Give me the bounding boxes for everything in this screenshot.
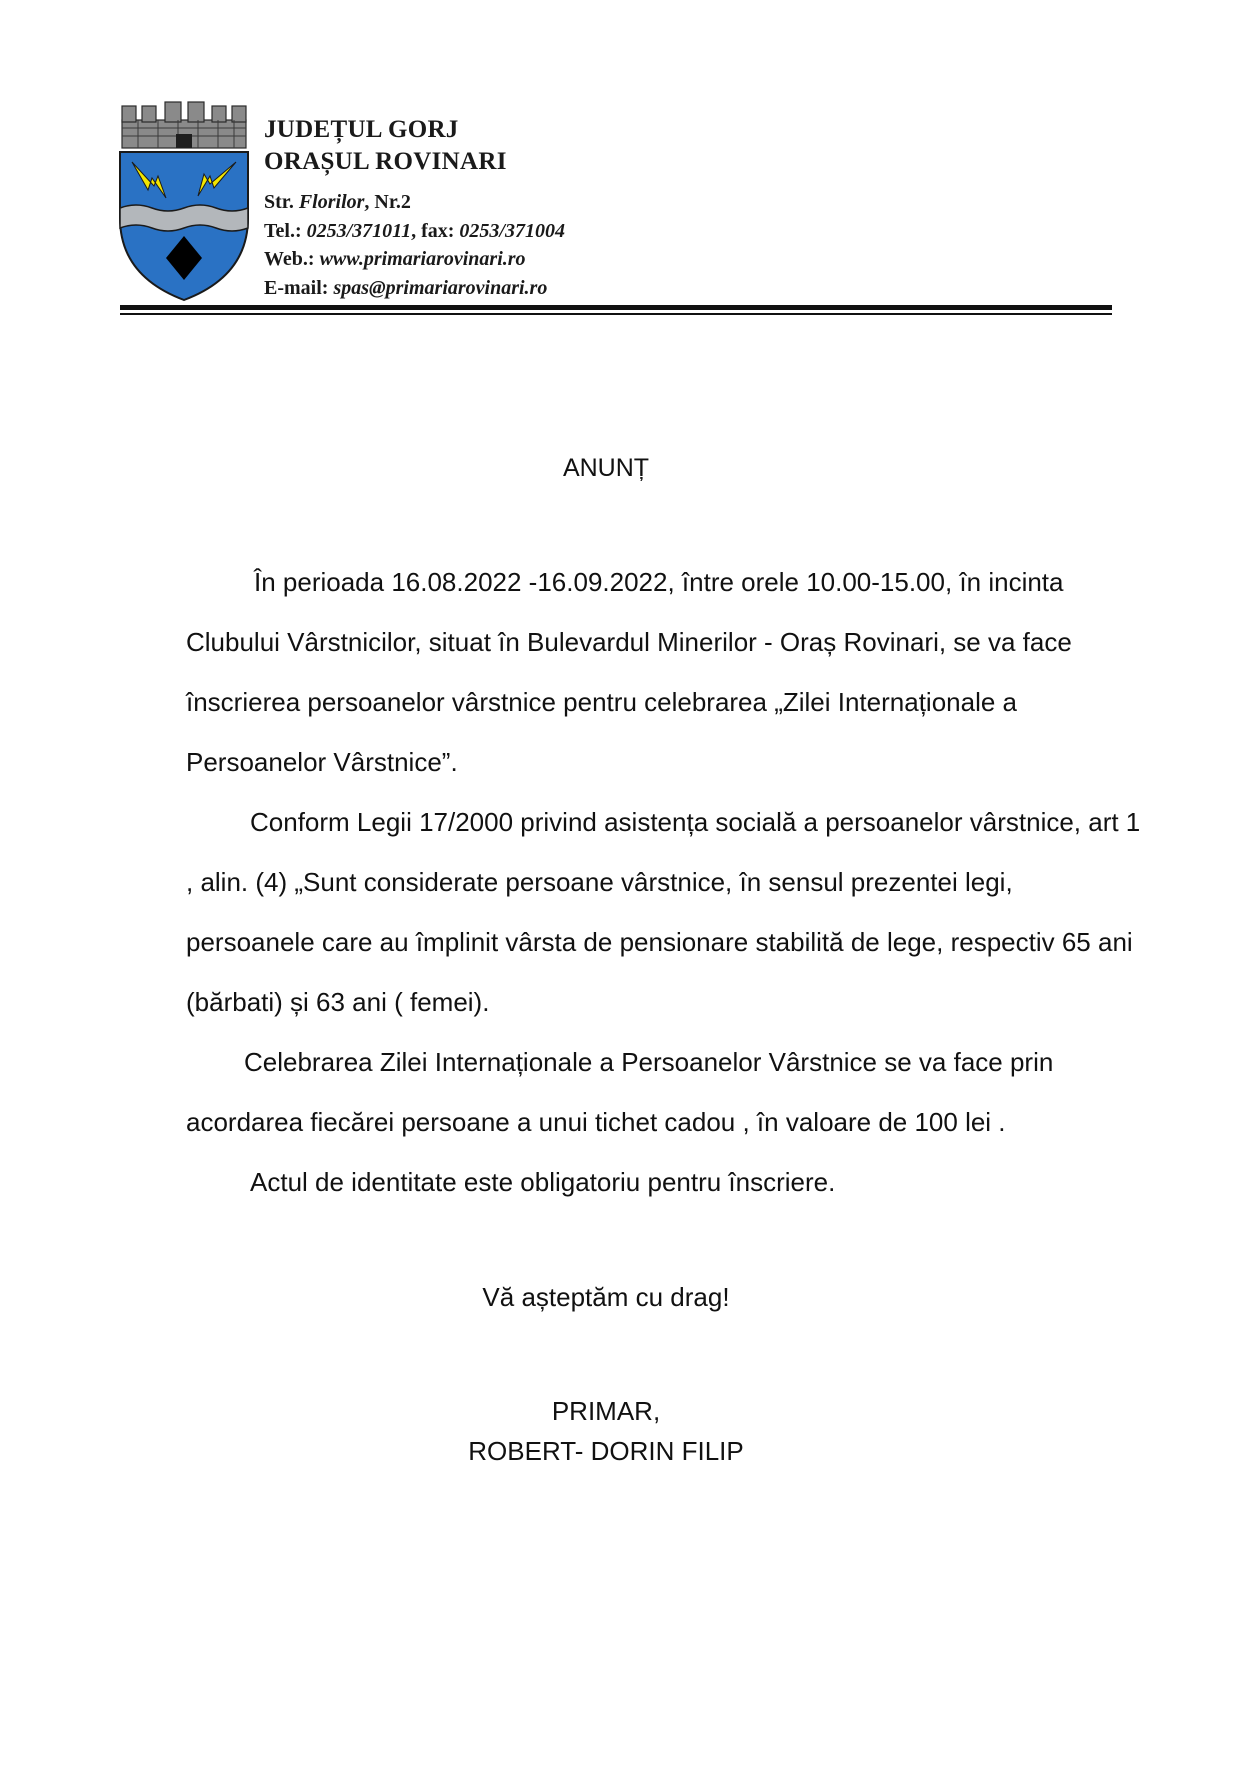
email-line: E-mail: spas@primariarovinari.ro: [264, 276, 548, 299]
email-link[interactable]: spas@primariarovinari.ro: [333, 276, 548, 299]
closing-line: Vă așteptăm cu drag!: [482, 1282, 730, 1312]
county-name: JUDEȚUL GORJ: [264, 116, 459, 143]
contact-block: [264, 188, 565, 302]
address-line: Str. Florilor, Nr.2: [264, 191, 411, 213]
website-link[interactable]: www.primariarovinari.ro: [319, 248, 526, 270]
web-line: Web.: www.primariarovinari.ro: [264, 248, 526, 270]
header-divider-thin: [120, 313, 1112, 315]
signature-role: PRIMAR,: [551, 1396, 661, 1426]
document-body: [186, 552, 1146, 1212]
paragraph-id-required: Actul de identitate este obligatoriu pentru înscriere.: [250, 1167, 836, 1197]
paragraph-celebration: Celebrarea Zilei Internaționale a Persoanelor Vârstnice se va face prin acordarea fiecărei persoane a unui tichet cadou , în valoare de 100 lei .: [186, 1047, 1054, 1137]
letterhead: [264, 114, 565, 302]
paragraph-registration: În perioada 16.08.2022 -16.09.2022, între orele 10.00-15.00, în incinta Clubului Vârstnicilor, situat în Bulevardul Minerilor - Oraș Rovinari, se va face înscrierea persoanelor vârstnice pentru celebrarea „Zilei Internaționale a Persoanelor Vârstnice”.: [186, 567, 1072, 777]
document-title: ANUNȚ: [562, 454, 650, 482]
header-divider-thick: [120, 305, 1112, 310]
phone-line: Tel.: 0253/371011, fax: 0253/371004: [264, 219, 565, 242]
paragraph-law: Conform Legii 17/2000 privind asistența socială a persoanelor vârstnice, art 1 , alin. (4) „Sunt considerate persoane vârstnice, în sensul prezentei legi, persoanele care au împlinit vârsta de pensionare stabilită de lege, respectiv 65 ani (bărbati) și 63 ani ( femei).: [186, 807, 1141, 1017]
signature-name: ROBERT- DORIN FILIP: [468, 1436, 744, 1466]
town-name: ORAȘUL ROVINARI: [264, 148, 507, 175]
rovinari-coat-of-arms-icon: [118, 98, 250, 302]
